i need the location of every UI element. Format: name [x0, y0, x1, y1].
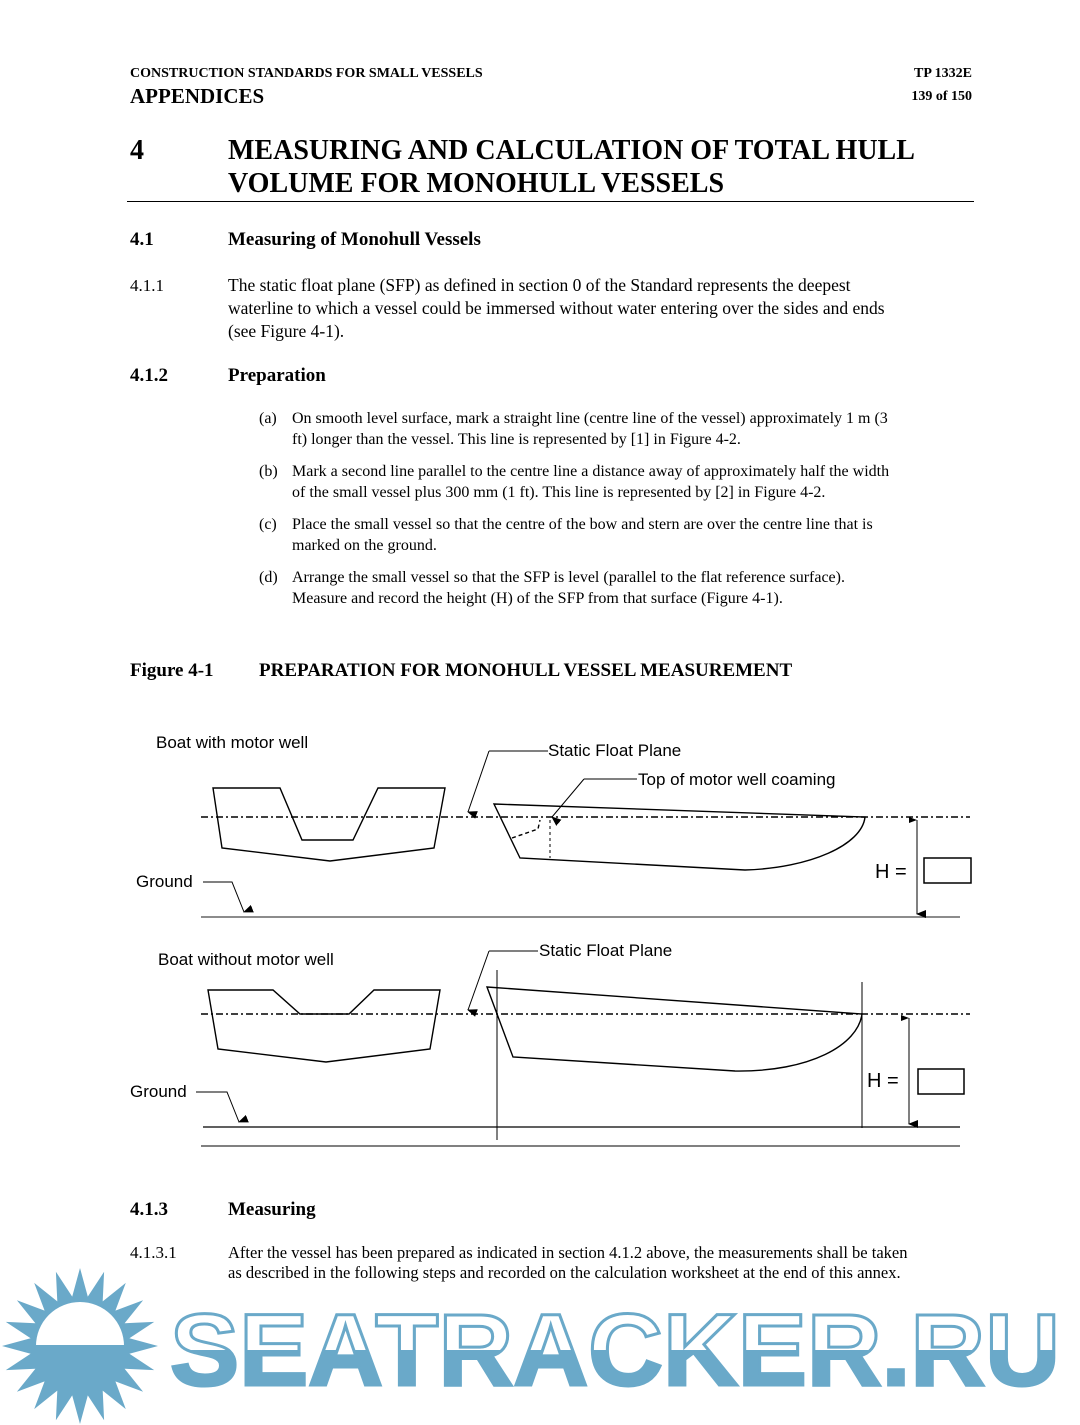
sun-icon [2, 1268, 158, 1424]
figure-title: PREPARATION FOR MONOHULL VESSEL MEASUREMENT [259, 660, 793, 681]
label-height: H = [875, 861, 907, 883]
label-static-float-plane: Static Float Plane [539, 941, 673, 960]
label-motor-well-coaming: Top of motor well coaming [638, 770, 836, 789]
document-id: TP 1332E [914, 66, 972, 81]
list-label: (b) [259, 463, 278, 480]
paragraph-number: 4.1.3.1 [130, 1243, 177, 1262]
text-line: ft) longer than the vessel. This line is represented by [1] in Figure 4-2. [292, 431, 741, 448]
subsection-title: Preparation [228, 365, 326, 386]
text-line: as described in the following steps and recorded on the calculation worksheet at the end of this annex. [228, 1263, 901, 1282]
height-value-box[interactable] [924, 858, 971, 883]
section-title-line2: VOLUME FOR MONOHULL VESSELS [228, 168, 725, 199]
section-number: 4 [130, 135, 144, 166]
figure-number: Figure 4-1 [130, 660, 214, 681]
document-title: CONSTRUCTION STANDARDS FOR SMALL VESSELS [130, 66, 483, 81]
cross-section-with-motor-well [213, 788, 445, 861]
subsection-number: 4.1.2 [130, 365, 168, 386]
watermark-logo [0, 1260, 1080, 1425]
label-static-float-plane: Static Float Plane [548, 741, 682, 760]
arrow-icon [203, 882, 244, 912]
text-line: On smooth level surface, mark a straight line (centre line of the vessel) approximately 1 m (3 [292, 410, 888, 427]
list-label: (c) [259, 516, 277, 533]
watermark-text: SEATRACKER.RU [170, 1293, 1060, 1407]
side-profile-with-motor-well [494, 804, 865, 870]
label-height: H = [867, 1070, 899, 1092]
text-line: Place the small vessel so that the centre of the bow and stern are over the centre line that is [292, 516, 873, 533]
section-label: APPENDICES [130, 84, 265, 108]
subsection-number: 4.1 [130, 229, 154, 250]
text-line: marked on the ground. [292, 537, 437, 554]
side-profile-without-motor-well [487, 987, 862, 1071]
list-label: (a) [259, 410, 277, 427]
list-label: (d) [259, 569, 278, 586]
cross-section-without-motor-well [208, 990, 440, 1062]
page-number: 139 of 150 [911, 89, 972, 104]
text-line: Measure and record the height (H) of the SFP from that surface (Figure 4-1). [292, 590, 783, 607]
subsection-title: Measuring of Monohull Vessels [228, 229, 481, 250]
caption-boat-without-motor-well: Boat without motor well [158, 950, 334, 969]
text-line: waterline to which a vessel could be immersed without water entering over the sides and ends [228, 298, 885, 318]
subsection-number: 4.1.3 [130, 1199, 168, 1220]
arrow-icon [468, 951, 489, 1010]
height-value-box[interactable] [918, 1069, 964, 1094]
arrow-icon [552, 779, 584, 817]
subsection-title: Measuring [228, 1199, 316, 1220]
label-ground: Ground [136, 872, 193, 891]
section-title-line1: MEASURING AND CALCULATION OF TOTAL HULL [228, 135, 915, 166]
text-line: After the vessel has been prepared as indicated in section 4.1.2 above, the measurements shall be taken [228, 1243, 908, 1262]
text-line: of the small vessel plus 300 mm (1 ft). This line is represented by [2] in Figure 4-2. [292, 484, 826, 501]
paragraph-number: 4.1.1 [130, 276, 164, 295]
text-line: Arrange the small vessel so that the SFP is level (parallel to the flat reference surface). [292, 569, 845, 586]
text-line: The static float plane (SFP) as defined in section 0 of the Standard represents the deepest [228, 275, 851, 295]
label-ground: Ground [130, 1082, 187, 1101]
text-line: (see Figure 4-1). [228, 321, 345, 341]
arrow-icon [468, 751, 489, 812]
text-line: Mark a second line parallel to the centre line a distance away of approximately half the width [292, 463, 890, 480]
caption-boat-with-motor-well: Boat with motor well [156, 733, 309, 752]
arrow-icon [196, 1092, 239, 1122]
